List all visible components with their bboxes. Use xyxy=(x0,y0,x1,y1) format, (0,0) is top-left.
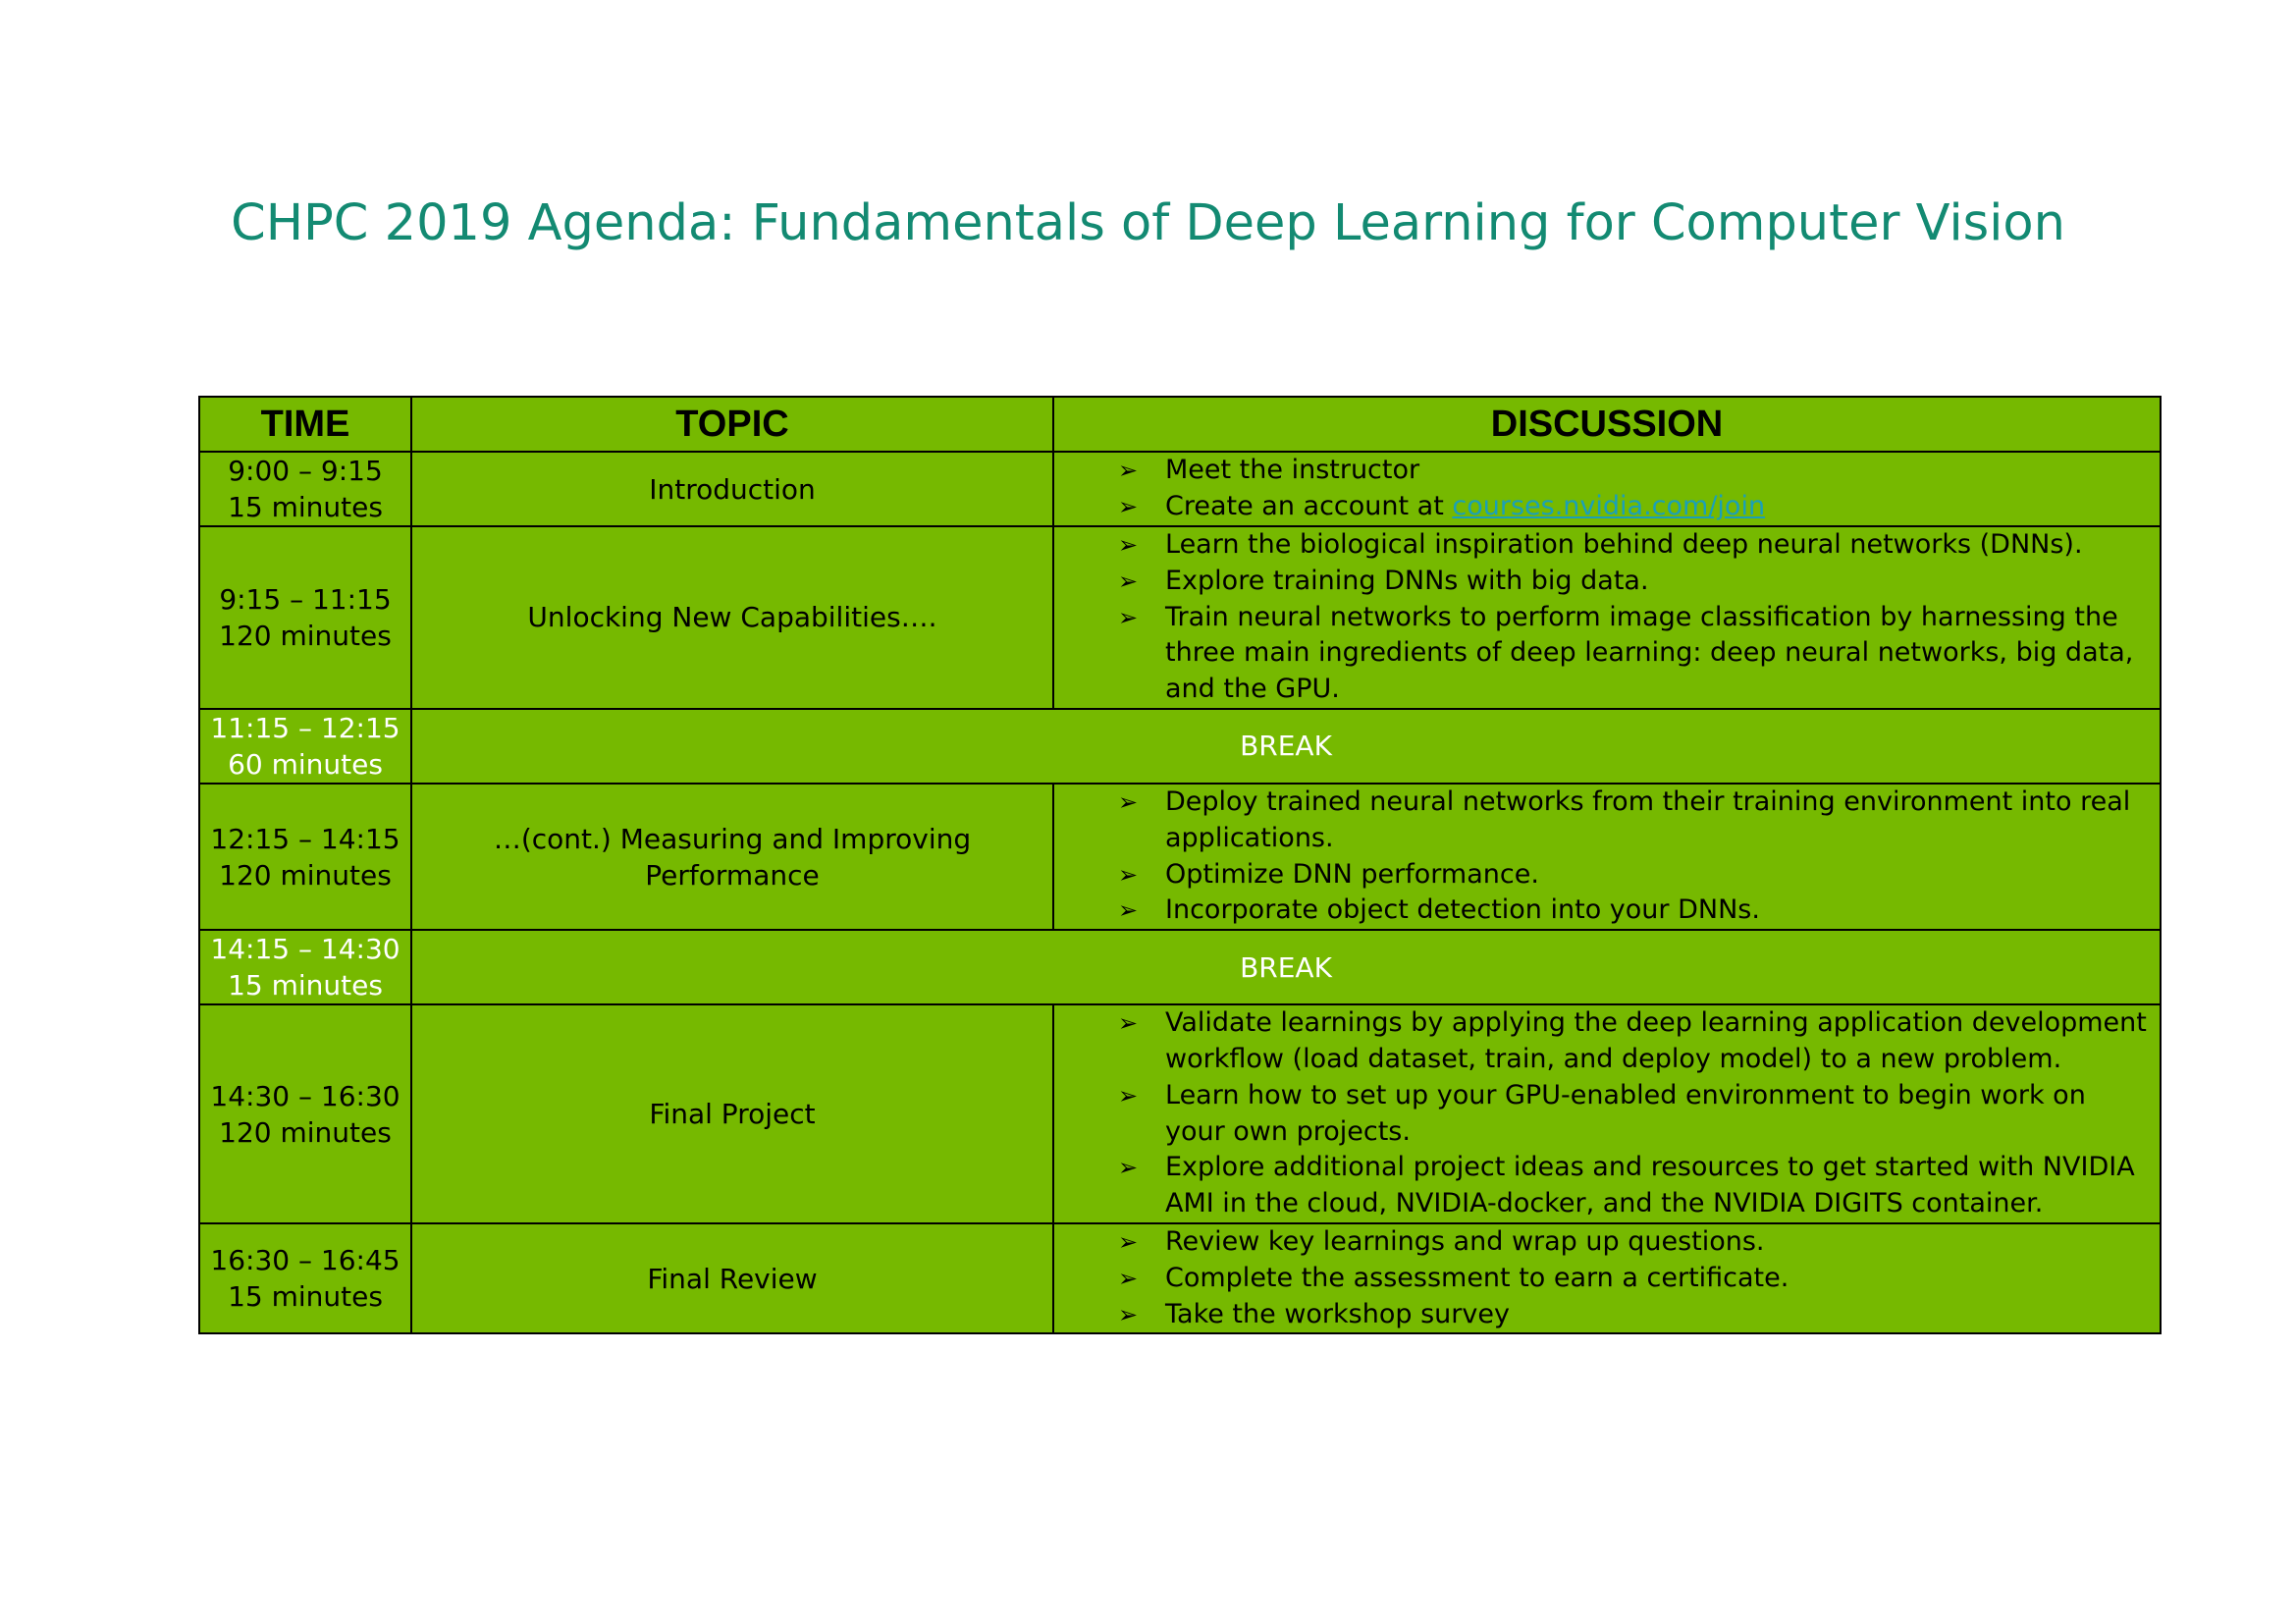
topic-cell: Final Project xyxy=(411,1004,1053,1223)
time-duration: 120 minutes xyxy=(219,1115,392,1149)
time-range: 9:15 – 11:15 xyxy=(219,582,392,616)
discussion-cell xyxy=(1053,1004,2161,1223)
time-duration: 120 minutes xyxy=(219,858,392,892)
time-range: 14:15 – 14:30 xyxy=(210,933,400,966)
break-label: BREAK xyxy=(411,709,2161,784)
discussion-point-text: Learn how to set up your GPU-enabled environment to begin work on your own projects. xyxy=(1165,1079,2086,1147)
arrowhead-bullet-icon: ➢ xyxy=(1118,1154,1139,1182)
discussion-point-text: Create an account at xyxy=(1165,491,1453,521)
time-range: 9:00 – 9:15 xyxy=(228,455,383,487)
arrowhead-bullet-icon: ➢ xyxy=(1118,1009,1139,1038)
topic-cell: Unlocking New Capabilities…. xyxy=(411,526,1053,709)
time-duration: 120 minutes xyxy=(219,619,392,652)
time-range: 14:30 – 16:30 xyxy=(210,1079,400,1112)
discussion-point-text: Explore training DNNs with big data. xyxy=(1165,565,1649,596)
agenda-row-break xyxy=(199,709,2161,784)
time-duration: 60 minutes xyxy=(228,747,383,781)
arrowhead-bullet-icon: ➢ xyxy=(1118,1227,1139,1256)
discussion-point xyxy=(1054,600,2160,708)
arrowhead-bullet-icon: ➢ xyxy=(1118,787,1139,816)
arrowhead-bullet-icon: ➢ xyxy=(1118,1264,1139,1292)
topic-cell: Final Review xyxy=(411,1223,1053,1333)
arrowhead-bullet-icon: ➢ xyxy=(1118,1081,1139,1110)
time-range: 16:30 – 16:45 xyxy=(210,1244,400,1277)
time-range: 11:15 – 12:15 xyxy=(210,711,400,744)
time-duration: 15 minutes xyxy=(228,969,383,1002)
agenda-row-final-project xyxy=(199,1004,2161,1223)
time-duration: 15 minutes xyxy=(228,491,383,523)
discussion-point-text: Explore additional project ideas and resources to get started with NVIDIA AMI in the cloud, NVIDIA-docker, and the NVIDIA DIGITS container. xyxy=(1165,1152,2135,1219)
discussion-cell xyxy=(1053,1223,2161,1333)
time-cell xyxy=(199,784,411,930)
arrowhead-bullet-icon: ➢ xyxy=(1118,603,1139,631)
header-topic: TOPIC xyxy=(411,397,1053,452)
discussion-point-text: Review key learnings and wrap up questions. xyxy=(1165,1225,1765,1257)
topic-cell: …(cont.) Measuring and Improving Performance xyxy=(411,784,1053,930)
discussion-point-text: Complete the assessment to earn a certificate. xyxy=(1165,1262,1789,1293)
discussion-point xyxy=(1054,1078,2160,1151)
agenda-row-introduction xyxy=(199,452,2161,526)
time-duration: 15 minutes xyxy=(228,1280,383,1314)
discussion-point xyxy=(1054,1224,2160,1261)
time-cell xyxy=(199,930,411,1004)
discussion-point-text: Validate learnings by applying the deep learning application development workflow (load dataset, train, and deploy model) to a new problem. xyxy=(1165,1007,2147,1074)
header-time: TIME xyxy=(199,397,411,452)
discussion-cell xyxy=(1053,526,2161,709)
discussion-list xyxy=(1054,785,2160,929)
discussion-list xyxy=(1054,1224,2160,1332)
discussion-point xyxy=(1054,893,2160,929)
discussion-point xyxy=(1054,489,2160,525)
discussion-cell xyxy=(1053,784,2161,930)
page-title: CHPC 2019 Agenda: Fundamentals of Deep Learning for Computer Vision xyxy=(231,194,2065,252)
discussion-point xyxy=(1054,1005,2160,1078)
arrowhead-bullet-icon: ➢ xyxy=(1118,531,1139,559)
discussion-point xyxy=(1054,453,2160,489)
arrowhead-bullet-icon: ➢ xyxy=(1118,860,1139,889)
discussion-point xyxy=(1054,785,2160,857)
discussion-point xyxy=(1054,1150,2160,1222)
discussion-list xyxy=(1054,527,2160,708)
discussion-point-text: Take the workshop survey xyxy=(1165,1298,1510,1329)
agenda-row-performance xyxy=(199,784,2161,930)
arrowhead-bullet-icon: ➢ xyxy=(1118,457,1139,485)
time-range: 12:15 – 14:15 xyxy=(210,822,400,855)
agenda-table xyxy=(198,396,2162,1334)
discussion-point-text: Incorporate object detection into your DNNs. xyxy=(1165,894,1760,926)
arrowhead-bullet-icon: ➢ xyxy=(1118,1300,1139,1328)
topic-cell: Introduction xyxy=(411,452,1053,526)
agenda-row-unlocking xyxy=(199,526,2161,709)
discussion-point-text: Optimize DNN performance. xyxy=(1165,858,1539,890)
discussion-list xyxy=(1054,453,2160,525)
discussion-point xyxy=(1054,1297,2160,1333)
discussion-point xyxy=(1054,527,2160,564)
time-cell xyxy=(199,452,411,526)
arrowhead-bullet-icon: ➢ xyxy=(1118,567,1139,595)
discussion-point xyxy=(1054,564,2160,600)
discussion-point-text: Deploy trained neural networks from their training environment into real applications. xyxy=(1165,785,2131,853)
courses-link[interactable]: courses.nvidia.com/join xyxy=(1452,491,1766,521)
arrowhead-bullet-icon: ➢ xyxy=(1118,896,1139,925)
discussion-point xyxy=(1054,857,2160,893)
time-cell xyxy=(199,1223,411,1333)
discussion-point xyxy=(1054,1261,2160,1297)
header-row xyxy=(199,397,2161,452)
agenda-row-final-review xyxy=(199,1223,2161,1333)
header-discussion: DISCUSSION xyxy=(1053,397,2161,452)
arrowhead-bullet-icon: ➢ xyxy=(1118,493,1139,520)
discussion-cell xyxy=(1053,452,2161,526)
time-cell xyxy=(199,526,411,709)
time-cell xyxy=(199,1004,411,1223)
agenda-row-break xyxy=(199,930,2161,1004)
break-label: BREAK xyxy=(411,930,2161,1004)
discussion-list xyxy=(1054,1005,2160,1222)
discussion-point-text: Train neural networks to perform image classification by harnessing the three main ingredients of deep learning: deep neural networks, big data, and the GPU. xyxy=(1165,601,2134,705)
time-cell xyxy=(199,709,411,784)
discussion-point-text: Meet the instructor xyxy=(1165,455,1420,486)
discussion-point-text: Learn the biological inspiration behind deep neural networks (DNNs). xyxy=(1165,529,2083,560)
